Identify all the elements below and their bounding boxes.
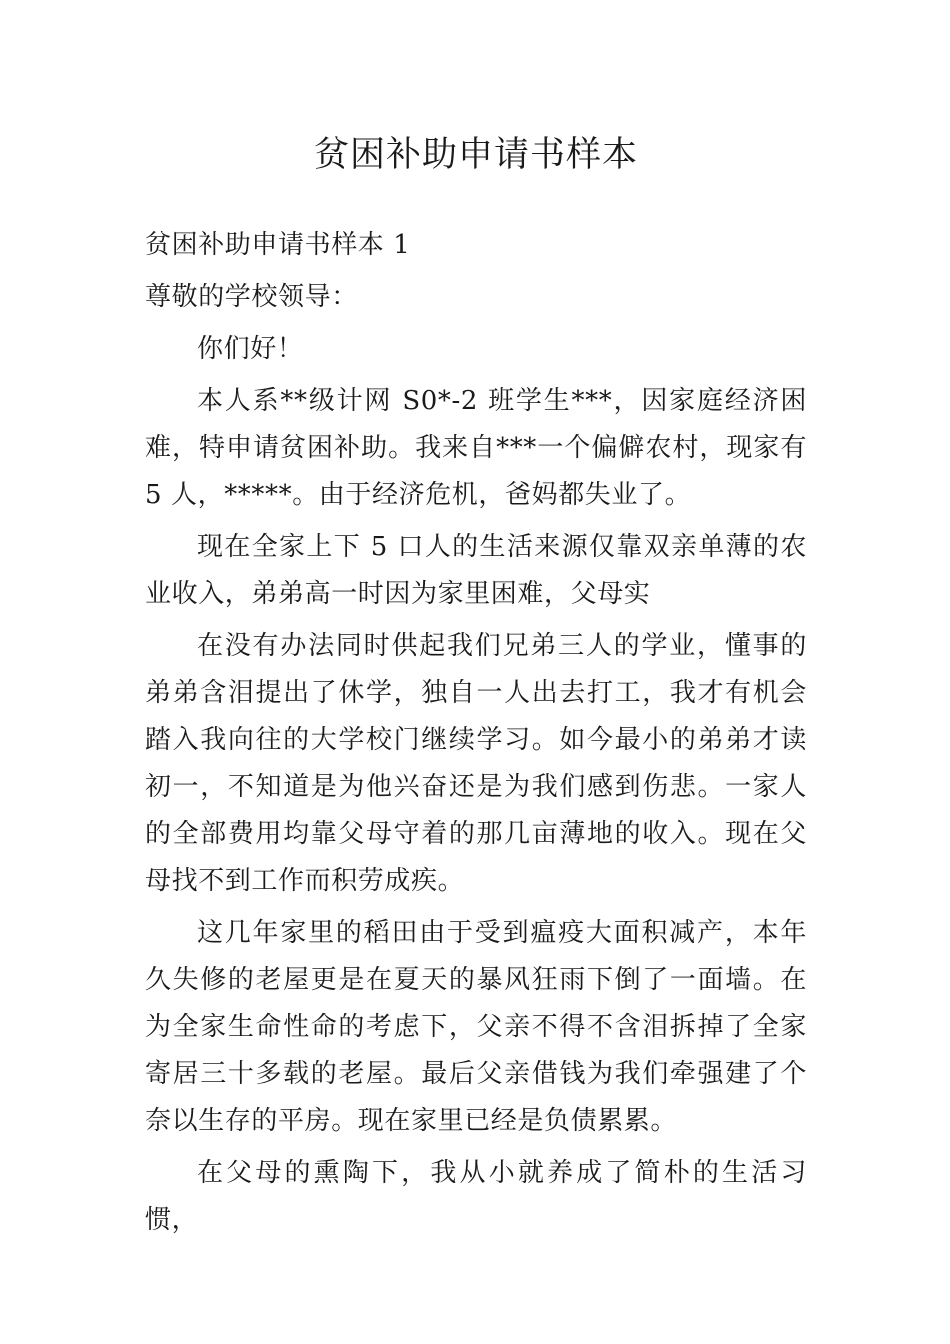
paragraph-body: 在父母的熏陶下，我从小就养成了简朴的生活习惯， [145, 1158, 807, 1235]
paragraph-subtitle: 贫困补助申请书样本 1 [145, 230, 411, 260]
document-title: 贫困补助申请书样本 [313, 135, 638, 175]
paragraph-body: 现在全家上下 5 口人的生活来源仅靠双亲单薄的农业收入，弟弟高一时因为家里困难，父母实 [145, 532, 807, 609]
paragraph-body: 本人系**级计网 S0*-2 班学生***，因家庭经济困难，特申请贫困补助。我来自***一个偏僻农村，现家有 5 人，*****。由于经济危机，爸妈都失业了。 [145, 386, 807, 510]
paragraph-body: 这几年家里的稻田由于受到瘟疫大面积减产，本年久失修的老屋更是在夏天的暴风狂雨下倒了一面墙。在为全家生命性命的考虑下，父亲不得不含泪拆掉了全家寄居三十多载的老屋。最后父亲借钱为我们牵强建了个奈以生存的平房。现在家里已经是负债累累。 [145, 918, 807, 1136]
paragraph-body: 在没有办法同时供起我们兄弟三人的学业，懂事的弟弟含泪提出了休学，独自一人出去打工，我才有机会踏入我向往的大学校门继续学习。如今最小的弟弟才读初一，不知道是为他兴奋还是为我们感到伤悲。一家人的全部费用均靠父母守着的那几亩薄地的收入。现在父母找不到工作而积劳成疾。 [145, 631, 807, 896]
paragraph-salutation: 尊敬的学校领导： [145, 282, 358, 312]
paragraph-greeting: 你们好！ [197, 334, 304, 364]
document-body [145, 222, 807, 1244]
